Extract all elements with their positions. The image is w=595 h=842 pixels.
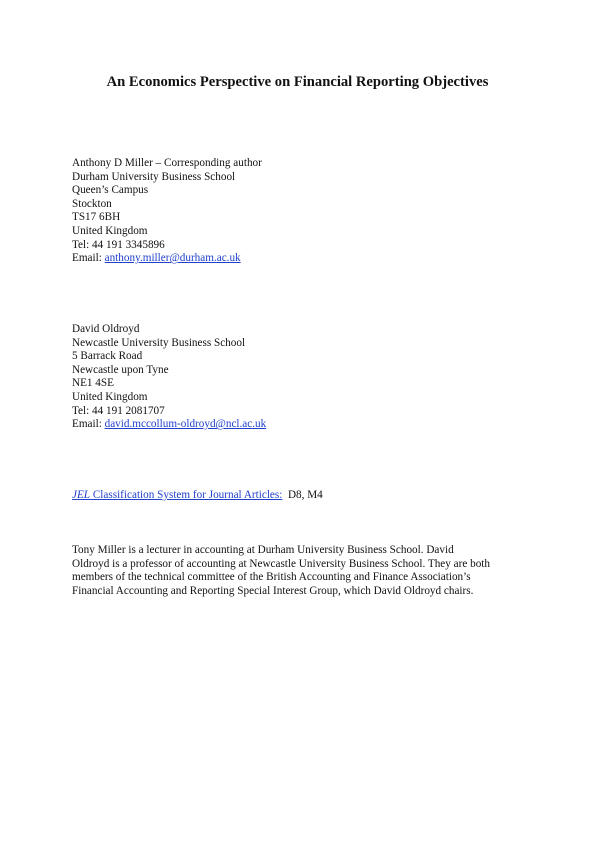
author2-email-line (72, 418, 266, 432)
author2-city: Newcastle upon Tyne (72, 363, 169, 376)
bio-line: members of the technical committee of the British Accounting and Finance Association’s (72, 571, 471, 584)
jel-link-text: Classification System for Journal Articles: (90, 489, 283, 501)
author1-institution: Durham University Business School (72, 170, 236, 183)
author1-email-label: Email: (72, 252, 105, 265)
jel-classification-link[interactable] (72, 489, 282, 501)
jel-classification-line (72, 489, 323, 503)
author1-city: Stockton (72, 197, 112, 210)
bio-line: Financial Accounting and Reporting Special Interest Group, which David Oldroyd chairs. (72, 584, 474, 597)
author2-email-link[interactable]: david.mccollum-oldroyd@ncl.ac.uk (104, 418, 267, 431)
author1-phone: Tel: 44 191 3345896 (72, 238, 165, 251)
author2-phone: Tel: 44 191 2081707 (72, 404, 165, 417)
author1-country: United Kingdom (72, 224, 148, 237)
bio-line: Tony Miller is a lecturer in accounting at Durham University Business School. David (72, 544, 454, 556)
author2-street: 5 Barrack Road (72, 350, 143, 363)
jel-codes: D8, M4 (287, 489, 323, 501)
author2-country: United Kingdom (72, 390, 148, 403)
author2-name: David Oldroyd (72, 323, 140, 335)
author2-address-block (72, 323, 266, 432)
author1-email-line (72, 252, 262, 266)
paper-title: An Economics Perspective on Financial Reporting Objectives (106, 74, 489, 90)
author1-name: Anthony D Miller – Corresponding author (72, 157, 262, 169)
author1-campus: Queen’s Campus (72, 184, 149, 197)
author2-postcode: NE1 4SE (72, 377, 114, 390)
author2-email-label: Email: (72, 418, 105, 431)
jel-abbrev: JEL (72, 489, 91, 501)
bio-line: Oldroyd is a professor of accounting at Newcastle University Business School. They are both (72, 557, 490, 570)
author-bio-paragraph (72, 544, 524, 598)
author1-email-link[interactable]: anthony.miller@durham.ac.uk (104, 252, 241, 265)
author1-address-block (72, 157, 262, 266)
author1-postcode: TS17 6BH (72, 211, 121, 224)
author2-institution: Newcastle University Business School (72, 336, 246, 349)
